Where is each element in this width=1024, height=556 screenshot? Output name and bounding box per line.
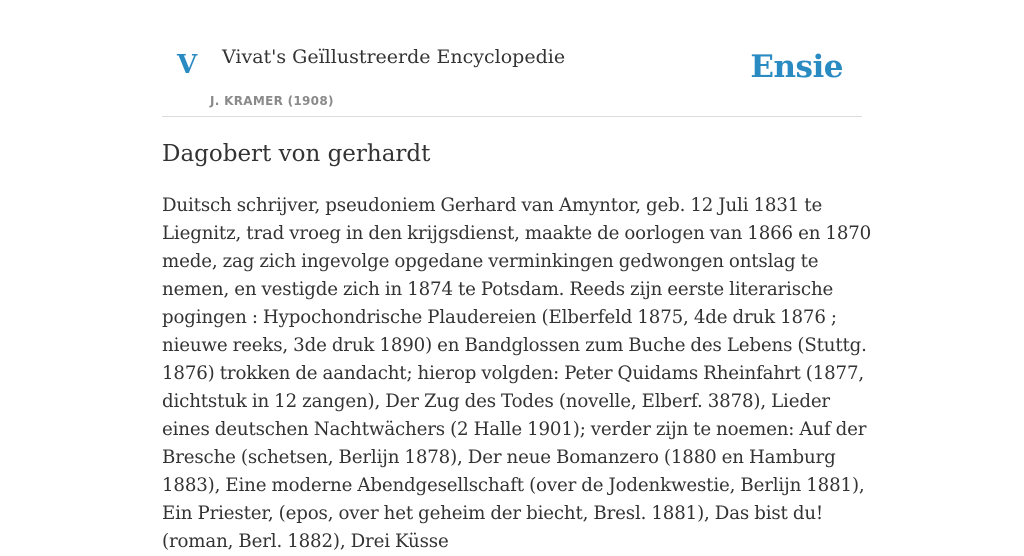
entry-body: Duitsch schrijver, pseudoniem Gerhard van Amyntor, geb. 12 Juli 1831 te Liegnitz, trad vroeg in den krijgsdienst, maakte de oorlogen van 1866 en 1870 mede, zag zich ingevolge opgedane verminkingen gedwongen ontslag te nemen, en vestigde zich in 1874 te Potsdam. Reeds zijn eerste literarische pogingen : Hypochondrische Plaudereien (Elberfeld 1875, 4de druk 1876 ; nieuwe reeks, 3de druk 1890) en Bandglossen zum Buche des Lebens (Stuttg. 1876) trokken de aandacht; hierop volgden: Peter Quidams Rheinfahrt (1877, dichtstuk in 12 zangen), Der Zug des Todes (novelle, Elberf. 3878), Lieder eines deutschen Nachtwächers (2 Halle 1901); verder zijn te noemen: Auf der Bresche (schetsen, Berlijn 1878), Der neue Bomanzero (1880 en Hamburg 1883), Eine moderne Abendgesellschaft (over de Jodenkwestie, Berlijn 1881), Ein Priester, (epos, over het geheim der biecht, Bresl. 1881), Das bist du! (roman, Berl. 1882), Drei Küsse bbox=[162, 195, 872, 552]
book-title[interactable]: Vivat's Geïllustreerde Encyclopedie bbox=[222, 46, 566, 68]
page-container bbox=[162, 0, 872, 552]
entry-title: Dagobert von gerhardt bbox=[162, 141, 431, 167]
ensie-logo-link[interactable]: Ensie bbox=[750, 49, 843, 85]
book-header bbox=[162, 0, 862, 117]
book-logo[interactable]: V bbox=[177, 50, 198, 80]
book-author: J. KRAMER (1908) bbox=[210, 94, 334, 108]
